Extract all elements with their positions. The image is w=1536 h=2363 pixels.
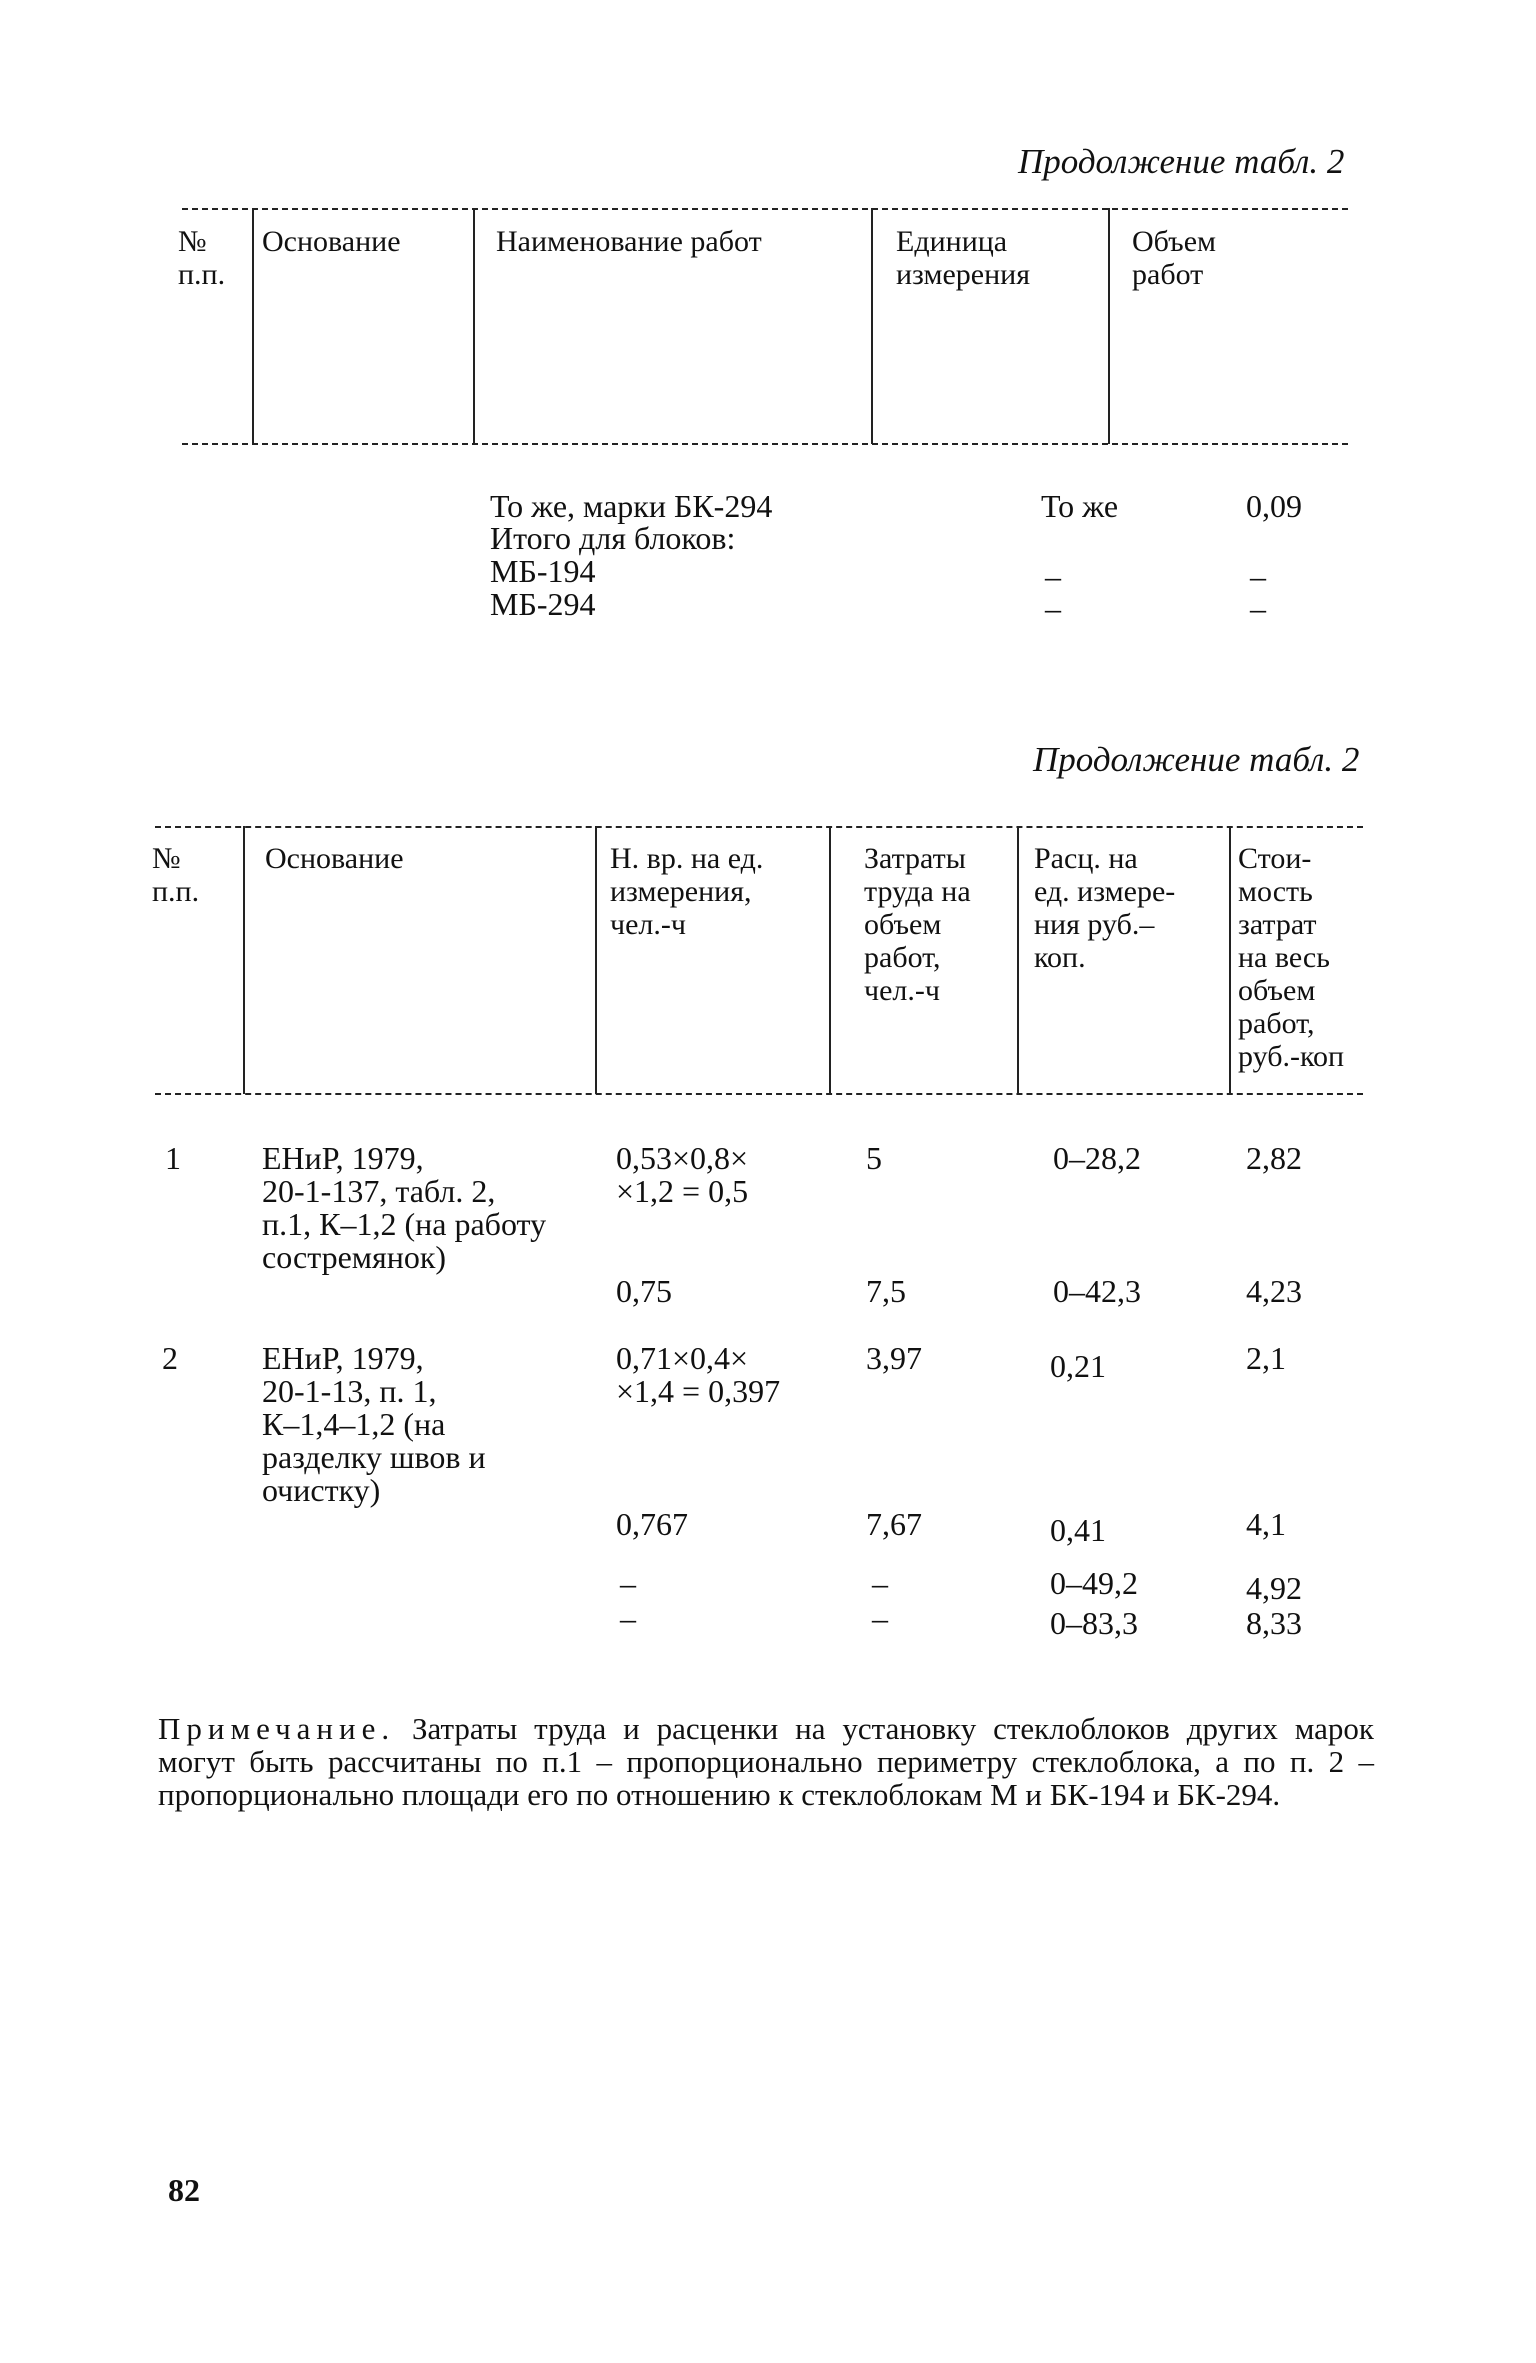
table1-cell-name: МБ-294	[490, 586, 596, 622]
table2-cell-labor: 7,5	[866, 1273, 906, 1309]
table2-cell-rate: 0,21	[1050, 1348, 1106, 1384]
table2-cell-labor: 7,67	[866, 1506, 922, 1542]
table2-cell-num: 1	[165, 1140, 181, 1176]
table1-cell-name: То же, марки БК-294	[490, 488, 773, 524]
table1-cell-name: Итого для блоков:	[490, 520, 736, 556]
table1-cell-unit: То же	[1041, 488, 1119, 524]
table1-col-divider	[871, 208, 873, 444]
table2-cell-labor: 5	[866, 1140, 882, 1176]
note-text: Затраты труда и расценки на установку стеклоблоков других марок могут быть рассчитаны по п.1 – пропорционально периметру стеклоблока, а по п. 2 – пропорционально площади его по отношению к стеклоблокам М и БК-194 и БК-294.	[158, 1711, 1374, 1812]
table2-cell-rate: 0–49,2	[1050, 1565, 1138, 1601]
table2-header-basis: Основание	[265, 842, 404, 875]
table2-header-num: № п.п.	[152, 842, 200, 908]
table2-header-rule	[155, 1093, 1363, 1095]
table2-col-divider	[243, 826, 245, 1094]
table1-cell-unit: –	[1045, 590, 1061, 626]
table2-header-rate: Расц. на ед. измере- ния руб.– коп.	[1034, 842, 1176, 974]
table2-cell-norm: 0,71×0,4× ×1,4 = 0,397	[616, 1340, 781, 1409]
table2-cell-rate: 0,41	[1050, 1512, 1106, 1548]
table2-cell-labor: –	[872, 1565, 888, 1601]
table2-cell-rate: 0–42,3	[1053, 1273, 1141, 1309]
table2-cell-basis: ЕНиР, 1979, 20-1-137, табл. 2, п.1, К–1,2 (на работу состремянок)	[262, 1140, 547, 1275]
table2-cell-cost: 2,1	[1246, 1340, 1286, 1376]
table1-col-divider	[473, 208, 475, 444]
note-paragraph	[158, 1712, 1374, 1811]
table2-header-cost: Стои- мость затрат на весь объем работ, руб.-коп	[1238, 842, 1345, 1073]
table1-header-basis: Основание	[262, 225, 401, 258]
table2-cell-labor: 3,97	[866, 1340, 922, 1376]
table2-header-labor: Затраты труда на объем работ, чел.-ч	[864, 842, 971, 1007]
table1-cell-volume: 0,09	[1246, 488, 1302, 524]
table2-cell-labor: –	[872, 1600, 888, 1636]
table1-header-rule	[182, 443, 1348, 445]
table1-header-num: № п.п.	[178, 225, 226, 291]
table2-col-divider	[829, 826, 831, 1094]
table1-cell-name: МБ-194	[490, 553, 596, 589]
table1-header-volume: Объем работ	[1132, 225, 1216, 291]
page-number: 82	[168, 2172, 200, 2208]
table1-cell-volume: –	[1250, 590, 1266, 626]
table2-cell-norm: 0,75	[616, 1273, 672, 1309]
table1-header-work-name: Наименование работ	[496, 225, 762, 258]
note-lead: Примечание.	[158, 1711, 396, 1746]
table2-cell-norm: –	[620, 1565, 636, 1601]
table2-col-divider	[1229, 826, 1231, 1094]
table1-col-divider	[1108, 208, 1110, 444]
table2-col-divider	[595, 826, 597, 1094]
table2-cell-cost: 4,92	[1246, 1570, 1302, 1606]
table2-col-divider	[1017, 826, 1019, 1094]
table2-cell-rate: 0–28,2	[1053, 1140, 1141, 1176]
table2-caption: Продолжение табл. 2	[1033, 740, 1360, 779]
table2-header-norm: Н. вр. на ед. измерения, чел.-ч	[610, 842, 764, 941]
table1-col-divider	[252, 208, 254, 444]
table2-cell-norm: 0,53×0,8× ×1,2 = 0,5	[616, 1140, 749, 1209]
table2-cell-cost: 4,1	[1246, 1506, 1286, 1542]
table2-cell-norm: 0,767	[616, 1506, 688, 1542]
table1-cell-unit: –	[1045, 558, 1061, 594]
table2-cell-cost: 2,82	[1246, 1140, 1302, 1176]
table1-top-rule	[182, 208, 1348, 210]
table2-cell-rate: 0–83,3	[1050, 1605, 1138, 1641]
table2-cell-norm: –	[620, 1600, 636, 1636]
table2-top-rule	[155, 826, 1363, 828]
table2-cell-num: 2	[162, 1340, 178, 1376]
table2-cell-cost: 8,33	[1246, 1605, 1302, 1641]
table1-cell-volume: –	[1250, 558, 1266, 594]
table2-cell-cost: 4,23	[1246, 1273, 1302, 1309]
table1-caption: Продолжение табл. 2	[1018, 142, 1345, 181]
table2-cell-basis: ЕНиР, 1979, 20-1-13, п. 1, К–1,4–1,2 (на разделку швов и очистку)	[262, 1340, 486, 1508]
table1-header-unit: Единица измерения	[896, 225, 1031, 291]
